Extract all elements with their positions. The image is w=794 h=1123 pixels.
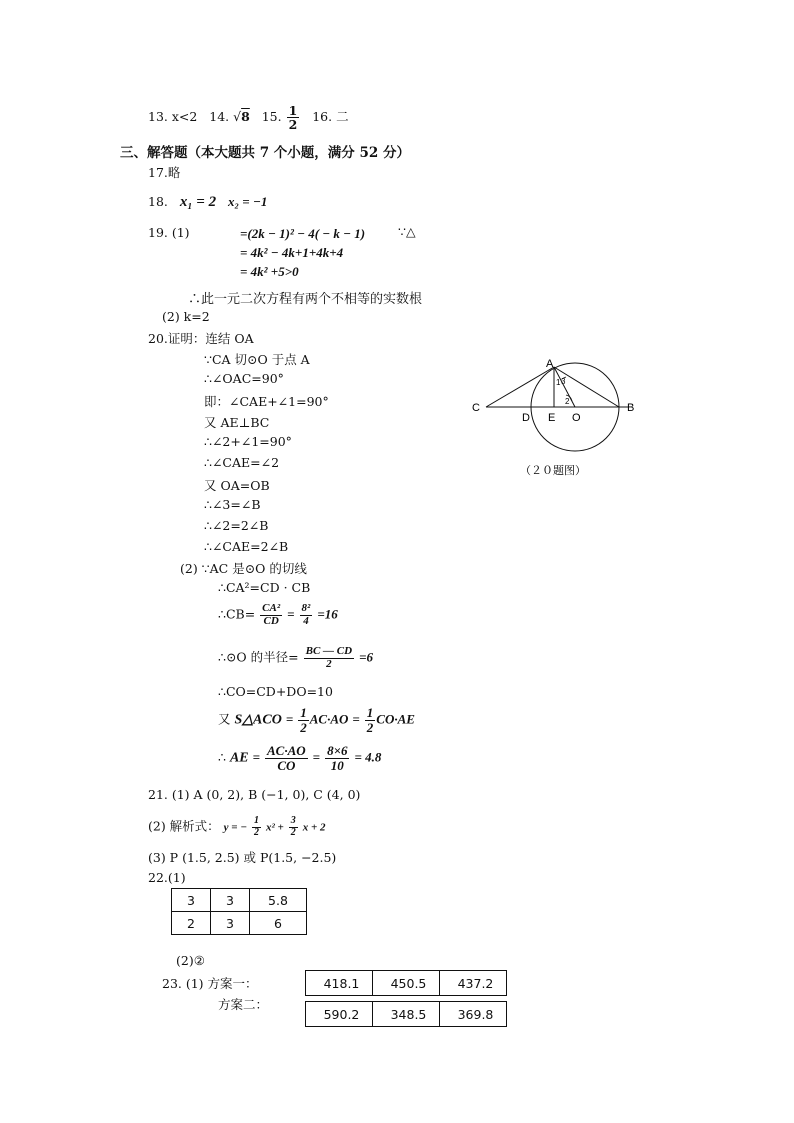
q20-line: ∴∠2=2∠B — [204, 518, 269, 533]
figure-caption: （２０题图） — [520, 465, 586, 477]
table-cell: 450.5 — [373, 971, 440, 996]
table-cell: 348.5 — [373, 1002, 440, 1027]
q23-label2: 方案二： — [218, 997, 269, 1012]
answers-13-16: 13. x<2 14. √8 15. $\frac{1}{2}$ 16. 二 — [148, 103, 349, 133]
q20-line: ∴∠3=∠B — [204, 497, 261, 512]
q18: 18. x₁ = 2 x₂ = −1 — [148, 194, 268, 210]
q20-line: (2) ∵AC 是⊙O 的切线 — [180, 561, 307, 576]
line-ca — [486, 367, 554, 407]
q19-conclusion: ∴此一元二次方程有两个不相等的实数根 — [188, 292, 423, 307]
table-row — [306, 1002, 507, 1027]
q20-line: ∴∠OAC=90° — [204, 371, 284, 386]
table-row — [172, 889, 307, 912]
table-cell: 6 — [250, 912, 307, 935]
label-angle-1: 1 — [556, 378, 561, 387]
label-o: O — [572, 412, 581, 424]
sqrt-symbol: √ — [233, 109, 242, 125]
geometry-figure — [462, 355, 652, 480]
q20-line: 即：∠CAE+∠1=90° — [204, 394, 329, 409]
q20-area: 又 S△ACO = $\frac{1}{2}$ AC·AO = $\frac{1}{2}$ CO·AE — [218, 705, 415, 735]
q21-part2: (2) 解析式： y = − $\frac{1}{2}$ x² + $\frac{3}{2}$ x + 2 — [148, 815, 326, 838]
q21-part3: (3) P (1.5, 2.5) 或 P(1.5, −2.5) — [148, 850, 337, 865]
q19-line1: =(2k − 1)² − 4( − k − 1) — [240, 226, 366, 241]
q20-line: ∴CA²=CD · CB — [218, 580, 311, 595]
table-cell: 3 — [172, 889, 211, 912]
table-row — [306, 971, 507, 996]
q19-part2: (2) k=2 — [162, 309, 210, 324]
table-cell: 369.8 — [440, 1002, 507, 1027]
label-b: B — [627, 402, 635, 414]
q19-because: ∵△ — [398, 224, 416, 239]
q21-part1: 21. (1) A (0, 2), B (−1, 0), C (4, 0) — [148, 787, 361, 802]
q23-table-2 — [305, 1001, 507, 1027]
table-cell: 2 — [172, 912, 211, 935]
q20-line: ∴∠CAE=∠2 — [204, 455, 280, 470]
table-cell: 3 — [211, 912, 250, 935]
label-e: E — [548, 412, 556, 424]
q20-line: ∴∠2+∠1=90° — [204, 434, 292, 449]
table-cell: 437.2 — [440, 971, 507, 996]
q22-part2: (2)② — [176, 953, 205, 968]
label-d: D — [522, 412, 530, 424]
q23-table-1 — [305, 970, 507, 996]
table-cell: 5.8 — [250, 889, 307, 912]
q19-label: 19. (1) — [148, 225, 190, 240]
q20-line: 20.证明：连结 OA — [148, 331, 254, 346]
q17: 17.略 — [148, 165, 181, 180]
table-row — [172, 912, 307, 935]
q20-ae: ∴ AE = $\frac{AC\cdot AO}{CO}$ = $\frac{8\times 6}{10}$ = 4.8 — [218, 743, 382, 773]
table-cell: 418.1 — [306, 971, 373, 996]
q23-label: 23. (1) 方案一： — [162, 976, 258, 991]
line-ab — [554, 367, 619, 407]
label-angle-2: 2 — [565, 397, 570, 406]
q20-line: 又 AE⊥BC — [204, 415, 270, 430]
q20-line: ∵CA 切⊙O 于点 A — [204, 352, 310, 367]
q22-label: 22.(1) — [148, 870, 186, 885]
label-a: A — [546, 358, 554, 370]
table-cell: 3 — [211, 889, 250, 912]
q20-line: ∴∠CAE=2∠B — [204, 539, 289, 554]
q19-line3: = 4k² +5>0 — [240, 264, 299, 279]
label-c: C — [472, 402, 480, 414]
q20-cb: ∴CB= $\frac{\text{CA²}}{CD}$ = $\frac{\text{8²}}{4}$ =16 — [218, 602, 338, 627]
section-title: 三、解答题（本大题共 7 个小题，满分 52 分） — [120, 145, 410, 161]
q20-radius: ∴⊙O 的半径= $\frac{BC — CD}{2}$ =6 — [218, 645, 373, 670]
label-angle-3: 3 — [561, 377, 566, 386]
table-cell: 590.2 — [306, 1002, 373, 1027]
q20-co: ∴CO=CD+DO=10 — [218, 684, 333, 699]
q19-line2: = 4k² − 4k+1+4k+4 — [240, 245, 344, 260]
q22-table — [171, 888, 307, 935]
q20-line: 又 OA=OB — [204, 478, 270, 493]
